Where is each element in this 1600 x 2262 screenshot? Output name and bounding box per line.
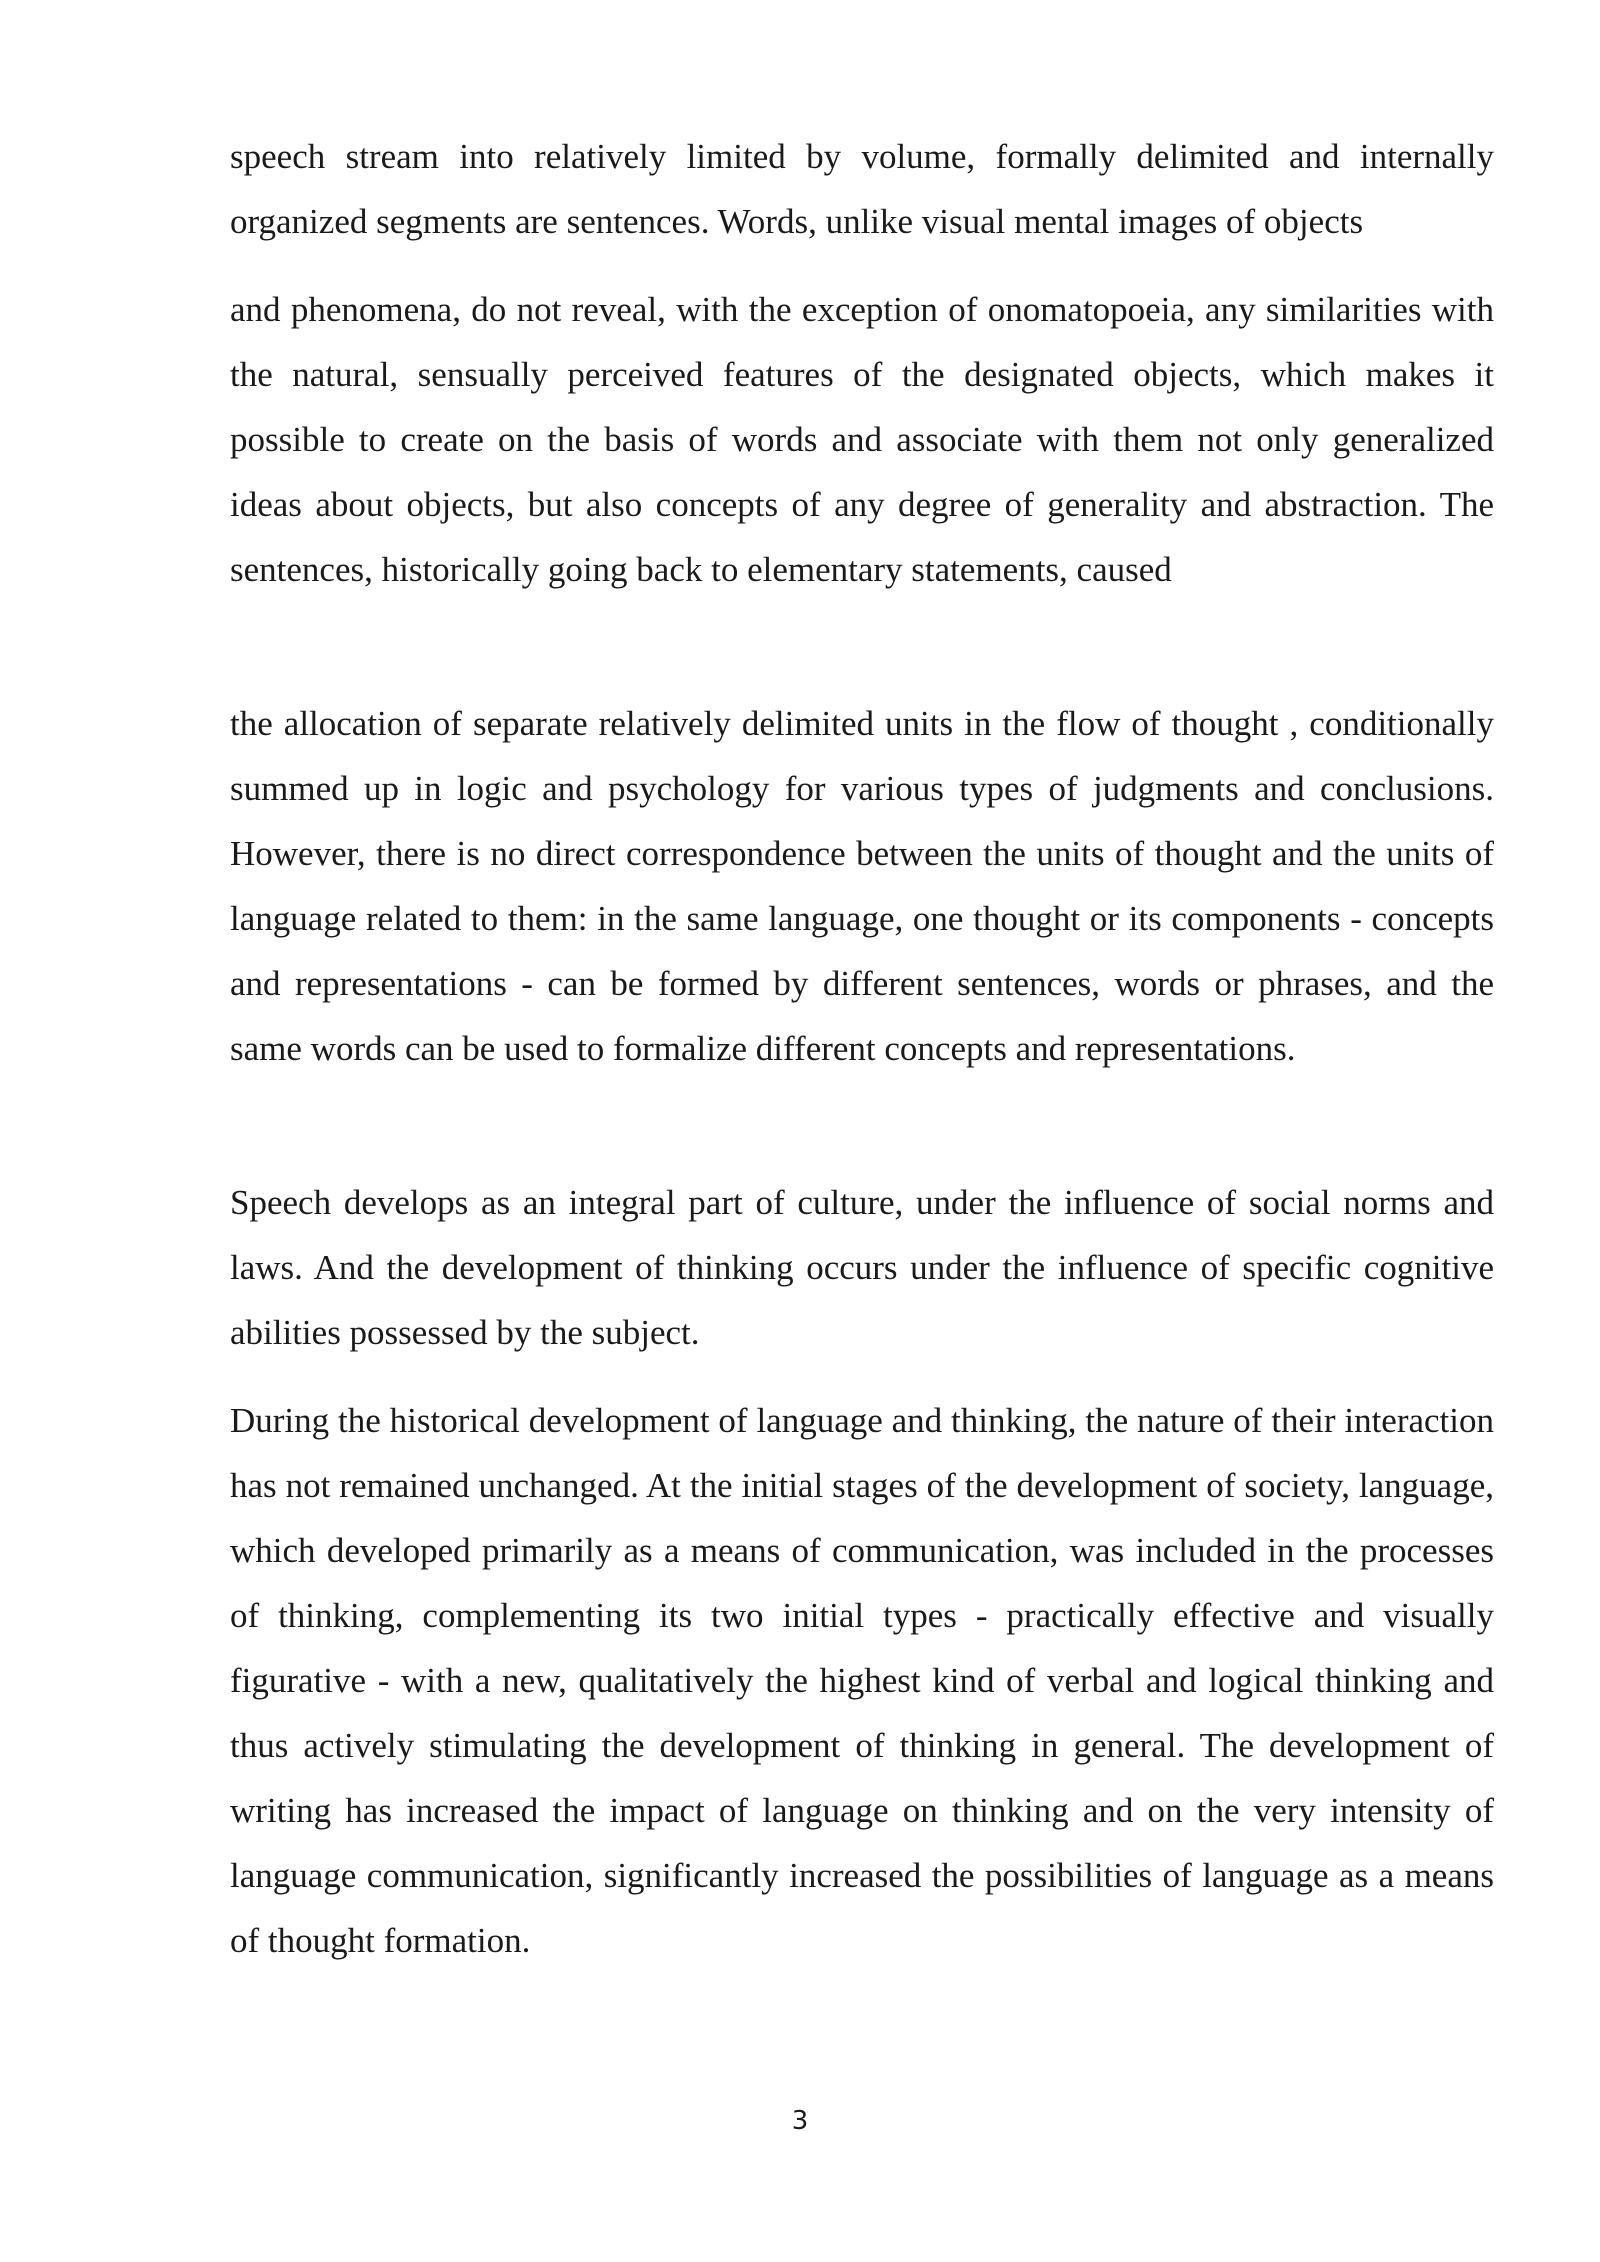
paragraph-text: the allocation of separate relatively delimited units in the flow of thought , conditionally summed up in logic and psychology for various types of judgments and conclusions. However, there is no direct correspondence between the units of thought and the units of language related to them: in the same language, one thought or its components - concepts and representations - can be formed by different sentences, words or phrases, and the same words can be used to formalize different concepts and representations. <box>230 704 1494 1068</box>
body-paragraph <box>230 1170 1494 1365</box>
body-paragraph <box>230 277 1494 602</box>
paragraph-text: During the historical development of language and thinking, the nature of their interaction has not remained unchanged. At the initial stages of the development of society, language, which developed primarily as a means of communication, was included in the processes of thinking, complementing its two initial types - practically effective and visually figurative - with a new, qualitatively the highest kind of verbal and logical thinking and thus actively stimulating the development of thinking in general. The development of writing has increased the impact of language on thinking and on the very intensity of language communication, significantly increased the possibilities of language as a means of thought formation. <box>230 1401 1494 1960</box>
body-paragraph <box>230 1388 1494 1973</box>
body-paragraph <box>230 691 1494 1081</box>
page-number: 3 <box>791 2106 809 2136</box>
paragraph-text: Speech develops as an integral part of culture, under the influence of social norms and laws. And the development of thinking occurs under the influence of specific cognitive abilities possessed by the subject. <box>230 1183 1494 1352</box>
paragraph-text: and phenomena, do not reveal, with the exception of onomatopoeia, any similarities with the natural, sensually perceived features of the designated objects, which makes it possible to create on the basis of words and associate with them not only generalized ideas about objects, but also concepts of any degree of generality and abstraction. The sentences, historically going back to elementary statements, caused <box>230 290 1494 589</box>
body-paragraph <box>230 124 1494 254</box>
paragraph-text: speech stream into relatively limited by volume, formally delimited and internally organized segments are sentences. Words, unlike visual mental images of objects <box>230 137 1494 241</box>
